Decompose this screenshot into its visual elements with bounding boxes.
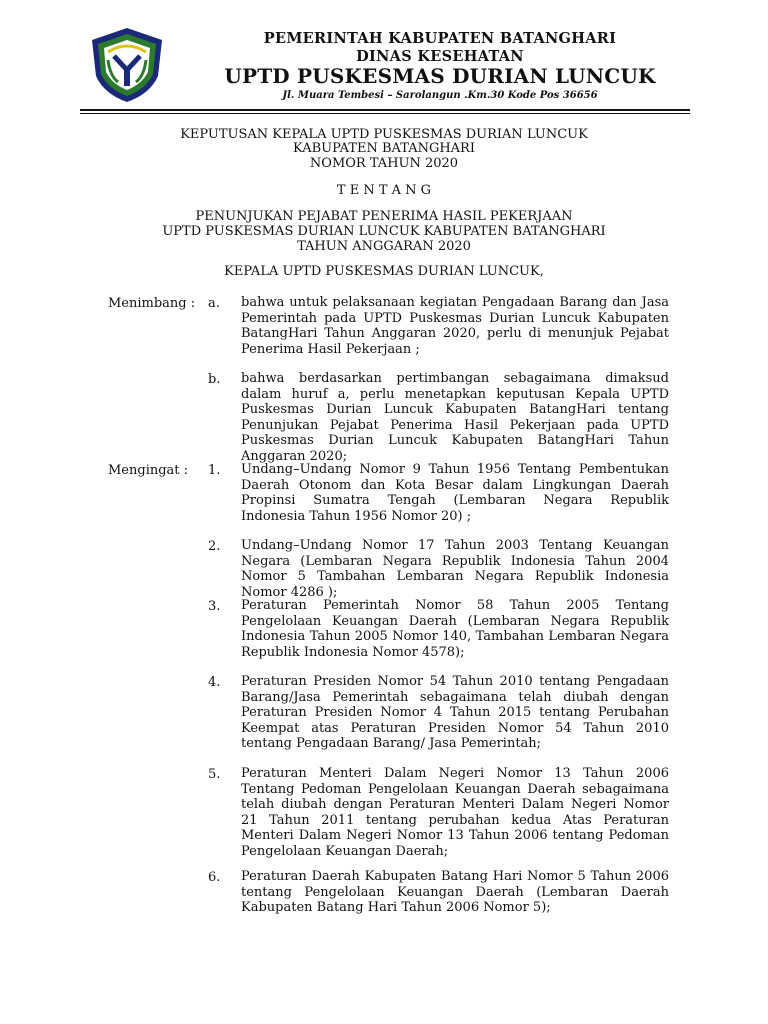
- tentang-heading: T E N T A N G: [336, 183, 432, 198]
- mengingat-item-2: Undang–Undang Nomor 17 Tahun 2003 Tentang Keuangan Negara (Lembaran Negara Republik Indonesia Tahun 2004 Nomor 5 Tambahan Lembaran Negara Republik Indonesia Nomor 4286 );: [241, 538, 669, 600]
- mengingat-item-3: Peraturan Pemerintah Nomor 58 Tahun 2005 Tentang Pengelolaan Keuangan Daerah (Lembaran Negara Republik Indonesia Tahun 2005 Nomor 140, Tambahan Lembaran Negara Republik Indonesia Nomor 4578);: [241, 598, 669, 660]
- letterhead-rule-thin: [80, 113, 690, 114]
- mengingat-item-6: Peraturan Daerah Kabupaten Batang Hari Nomor 5 Tahun 2006 tentang Pengelolaan Keuangan Daerah (Lembaran Daerah Kabupaten Batang Hari Tahun 2006 Nomor 5);: [241, 869, 669, 915]
- letterhead-government-name: PEMERINTAH KABUPATEN BATANGHARI: [263, 30, 617, 47]
- mengingat-item-1: Undang–Undang Nomor 9 Tahun 1956 Tentang Pembentukan Daerah Otonom dan Kota Besar dalam Lingkungan Daerah Propinsi Sumatra Tengah (Lembaran Negara Republik Indonesia Tahun 1956 Nomor 20) ;: [241, 462, 669, 524]
- menimbang-item-b: bahwa berdasarkan pertimbangan sebagaimana dimaksud dalam huruf a, perlu menetapkan keputusan Kepala UPTD Puskesmas Durian Luncuk Kabupaten BatangHari tentang Penunjukan Pejabat Penerima Hasil Pekerjaan pada UPTD Puskesmas Durian Luncuk Kabupaten BatangHari Tahun Anggaran 2020;: [241, 371, 669, 464]
- issuer-heading: KEPALA UPTD PUSKESMAS DURIAN LUNCUK,: [224, 264, 544, 279]
- mengingat-marker-5: 5.: [208, 767, 221, 782]
- decree-number: NOMOR TAHUN 2020: [309, 156, 459, 171]
- menimbang-item-a: bahwa untuk pelaksanaan kegiatan Pengadaan Barang dan Jasa Pemerintah pada UPTD Puskesmas Durian Luncuk Kabupaten BatangHari Tahun Anggaran 2020, perlu di menunjuk Pejabat Penerima Hasil Pekerjaan ;: [241, 295, 669, 357]
- decree-title-line2: KABUPATEN BATANGHARI: [293, 141, 475, 156]
- mengingat-label: Mengingat :: [108, 463, 189, 478]
- letterhead-rule-thick: [80, 109, 690, 111]
- mengingat-marker-2: 2.: [208, 539, 221, 554]
- mengingat-marker-3: 3.: [208, 599, 221, 614]
- subject-line1: PENUNJUKAN PEJABAT PENERIMA HASIL PEKERJAAN: [195, 209, 573, 224]
- mengingat-item-5: Peraturan Menteri Dalam Negeri Nomor 13 Tahun 2006 Tentang Pedoman Pengelolaan Keuangan Daerah sebagaimana telah diubah dengan Peraturan Menteri Dalam Negeri Nomor 21 Tahun 2011 tentang perubahan kedua Atas Peraturan Menteri Dalam Negeri Nomor 13 Tahun 2006 tentang Pedoman Pengelolaan Keuangan Daerah;: [241, 766, 669, 859]
- subject-line3: TAHUN ANGGARAN 2020: [297, 239, 471, 254]
- regency-emblem-logo: [88, 26, 166, 104]
- letterhead-address: Jl. Muara Tembesi – Sarolangun .Km.30 Kode Pos 36656: [282, 90, 598, 101]
- decree-title-line1: KEPUTUSAN KEPALA UPTD PUSKESMAS DURIAN LUNCUK: [180, 127, 588, 142]
- letterhead-department-name: DINAS KESEHATAN: [356, 48, 524, 65]
- letterhead-institution-name: UPTD PUSKESMAS DURIAN LUNCUK: [224, 64, 656, 88]
- mengingat-marker-1: 1.: [208, 463, 221, 478]
- mengingat-item-4: Peraturan Presiden Nomor 54 Tahun 2010 tentang Pengadaan Barang/Jasa Pemerintah sebagaimana telah diubah dengan Peraturan Presiden Nomor 4 Tahun 2015 tentang Perubahan Keempat atas Peraturan Presiden Nomor 54 Tahun 2010 tentang Pengadaan Barang/ Jasa Pemerintah;: [241, 674, 669, 751]
- mengingat-marker-6: 6.: [208, 870, 221, 885]
- menimbang-label: Menimbang :: [108, 296, 196, 311]
- menimbang-marker-a: a.: [208, 296, 220, 311]
- menimbang-marker-b: b.: [208, 372, 221, 387]
- mengingat-marker-4: 4.: [208, 675, 221, 690]
- subject-line2: UPTD PUSKESMAS DURIAN LUNCUK KABUPATEN BATANGHARI: [162, 224, 606, 239]
